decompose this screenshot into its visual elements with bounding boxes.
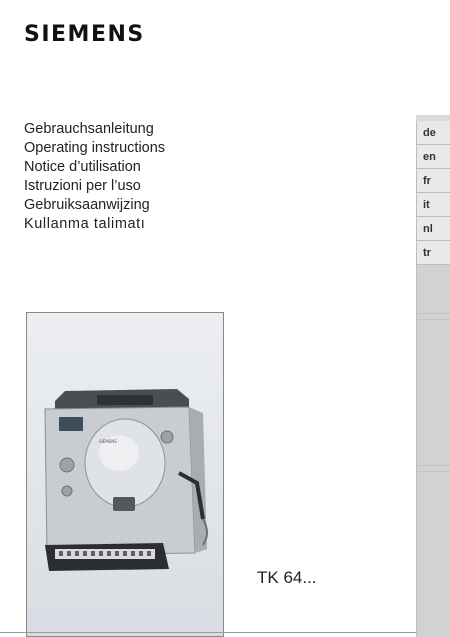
tab-de[interactable]: de (416, 121, 450, 145)
lower-left-knob (62, 486, 72, 496)
crop-mark (0, 632, 416, 633)
coffee-machine-illustration (27, 313, 224, 637)
tab-it[interactable]: it (416, 193, 450, 217)
coffee-spout (113, 497, 135, 511)
title-de: Gebrauchsanleitung (24, 121, 154, 137)
language-tab-strip (416, 115, 450, 637)
title-tr: Kullanma talimatı (24, 216, 146, 232)
title-nl: Gebruiksaanwijzing (24, 197, 150, 213)
machine-logo: SIEMENS (99, 439, 117, 444)
title-fr: Notice d’utilisation (24, 159, 141, 175)
coffee-machine-photo (26, 312, 224, 637)
model-number: TK 64... (257, 568, 317, 587)
tab-nl[interactable]: nl (416, 217, 450, 241)
tab-strip-filler (416, 265, 450, 637)
tab-tr[interactable]: tr (416, 241, 450, 265)
tab-fr[interactable]: fr (416, 169, 450, 193)
brand-logo: SIEMENS (24, 22, 145, 47)
manual-titles (24, 120, 165, 234)
hopper-lid (97, 395, 153, 405)
left-knob (60, 458, 74, 472)
title-it: Istruzioni per l’uso (24, 178, 141, 194)
display-panel (59, 417, 83, 431)
tab-en[interactable]: en (416, 145, 450, 169)
title-en: Operating instructions (24, 140, 166, 156)
right-knob (161, 431, 173, 443)
